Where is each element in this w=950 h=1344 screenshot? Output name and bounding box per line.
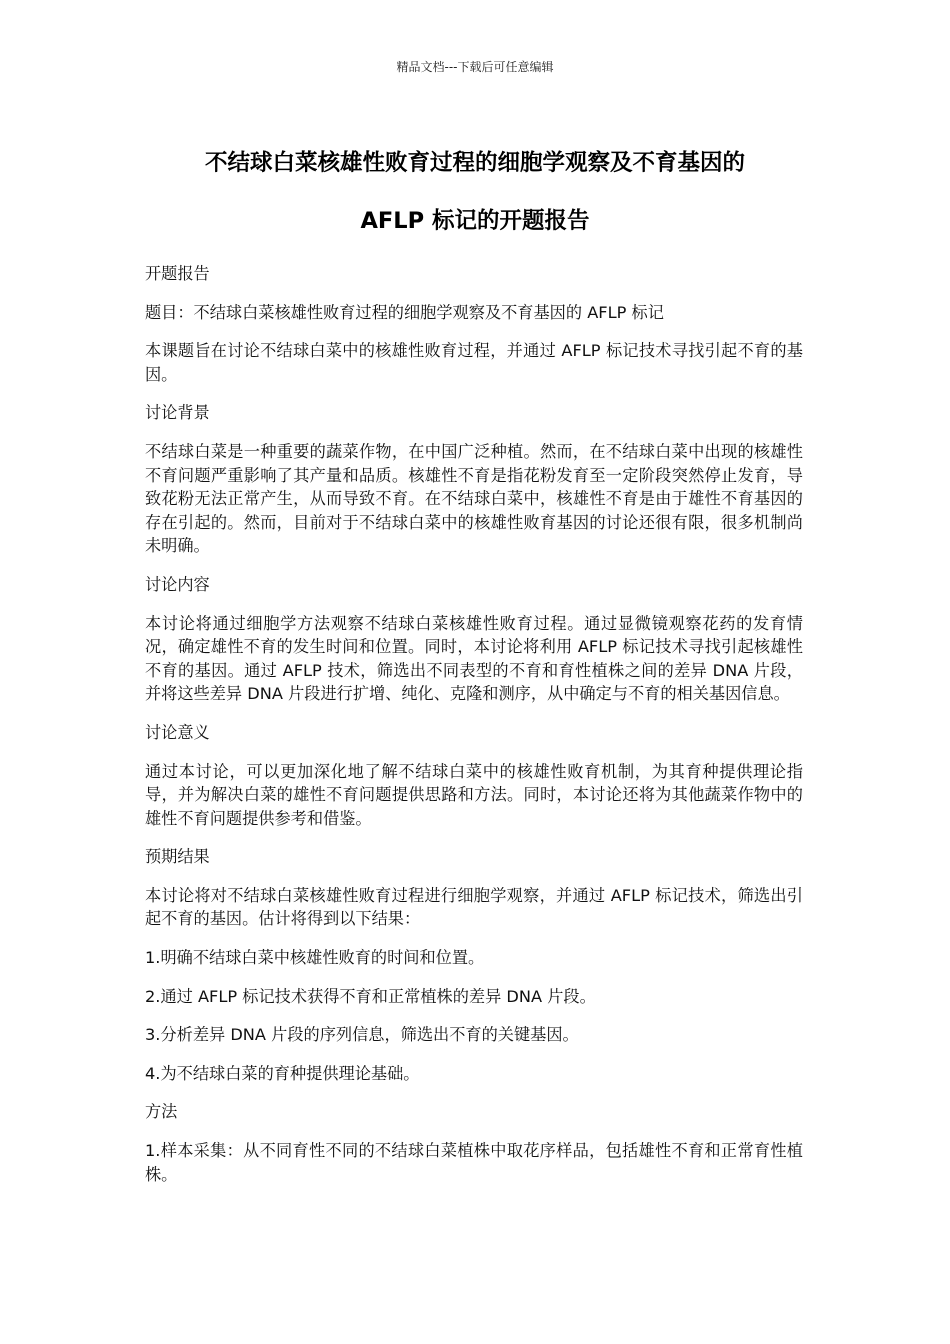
intro-paragraph: 本课题旨在讨论不结球白菜中的核雄性败育过程，并通过 AFLP 标记技术寻找引起不育的基因。 (145, 341, 803, 384)
result-item-2: 2.通过 AFLP 标记技术获得不育和正常植株的差异 DNA 片段。 (145, 986, 596, 1006)
result-item-3: 3.分析差异 DNA 片段的序列信息，筛选出不育的关键基因。 (145, 1025, 579, 1045)
method-item-1: 1.样本采集：从不同育性不同的不结球白菜植株中取花序样品，包括雄性不育和正常育性植株。 (145, 1141, 803, 1184)
result-item-1: 1.明确不结球白菜中核雄性败育的时间和位置。 (145, 948, 485, 968)
topic-line: 题目：不结球白菜核雄性败育过程的细胞学观察及不育基因的 AFLP 标记 (145, 302, 664, 322)
expected-results-paragraph: 本讨论将对不结球白菜核雄性败育过程进行细胞学观察，并通过 AFLP 标记技术，筛选出引起不育的基因。估计将得到以下结果： (145, 885, 803, 929)
section-label-report: 开题报告 (145, 264, 210, 283)
title-line-2: AFLP 标记的开题报告 (360, 208, 590, 234)
heading-expected-results: 预期结果 (145, 847, 210, 867)
heading-background: 讨论背景 (145, 403, 210, 423)
document-body (145, 262, 803, 1201)
heading-content: 讨论内容 (145, 574, 210, 594)
content-paragraph: 本讨论将通过细胞学方法观察不结球白菜核雄性败育过程。通过显微镜观察花药的发育情况，确定雄性不育的发生时间和位置。同时，本讨论将利用 AFLP 标记技术寻找引起核雄性不育的基因。通过 AFLP 技术，筛选出不同表型的不育和育性植株之间的差异 DNA 片段，并将这些差异 DNA 片段进行扩增、纯化、克隆和测序，从中确定与不育的相关基因信息。 (145, 613, 803, 704)
background-paragraph: 不结球白菜是一种重要的蔬菜作物，在中国广泛种植。然而，在不结球白菜中出现的核雄性不育问题严重影响了其产量和品质。核雄性不育是指花粉发育至一定阶段突然停止发育，导致花粉无法正常产生，从而导致不育。在不结球白菜中，核雄性不育是由于雄性不育基因的存在引起的。然而，目前对于不结球白菜中的核雄性败育基因的讨论还很有限，很多机制尚未明确。 (145, 441, 803, 556)
result-item-4: 4.为不结球白菜的育种提供理论基础。 (145, 1063, 420, 1083)
title-line-1: 不结球白菜核雄性败育过程的细胞学观察及不育基因的 (204, 150, 745, 176)
significance-paragraph: 通过本讨论，可以更加深化地了解不结球白菜中的核雄性败育机制，为其育种提供理论指导，并为解决白菜的雄性不育问题提供思路和方法。同时，本讨论还将为其他蔬菜作物中的雄性不育问题提供参考和借鉴。 (145, 761, 803, 828)
heading-significance: 讨论意义 (145, 722, 210, 742)
header-note: 精品文档---下载后可任意编辑 (396, 60, 554, 74)
document-title (60, 134, 890, 250)
heading-methods: 方法 (145, 1102, 178, 1122)
